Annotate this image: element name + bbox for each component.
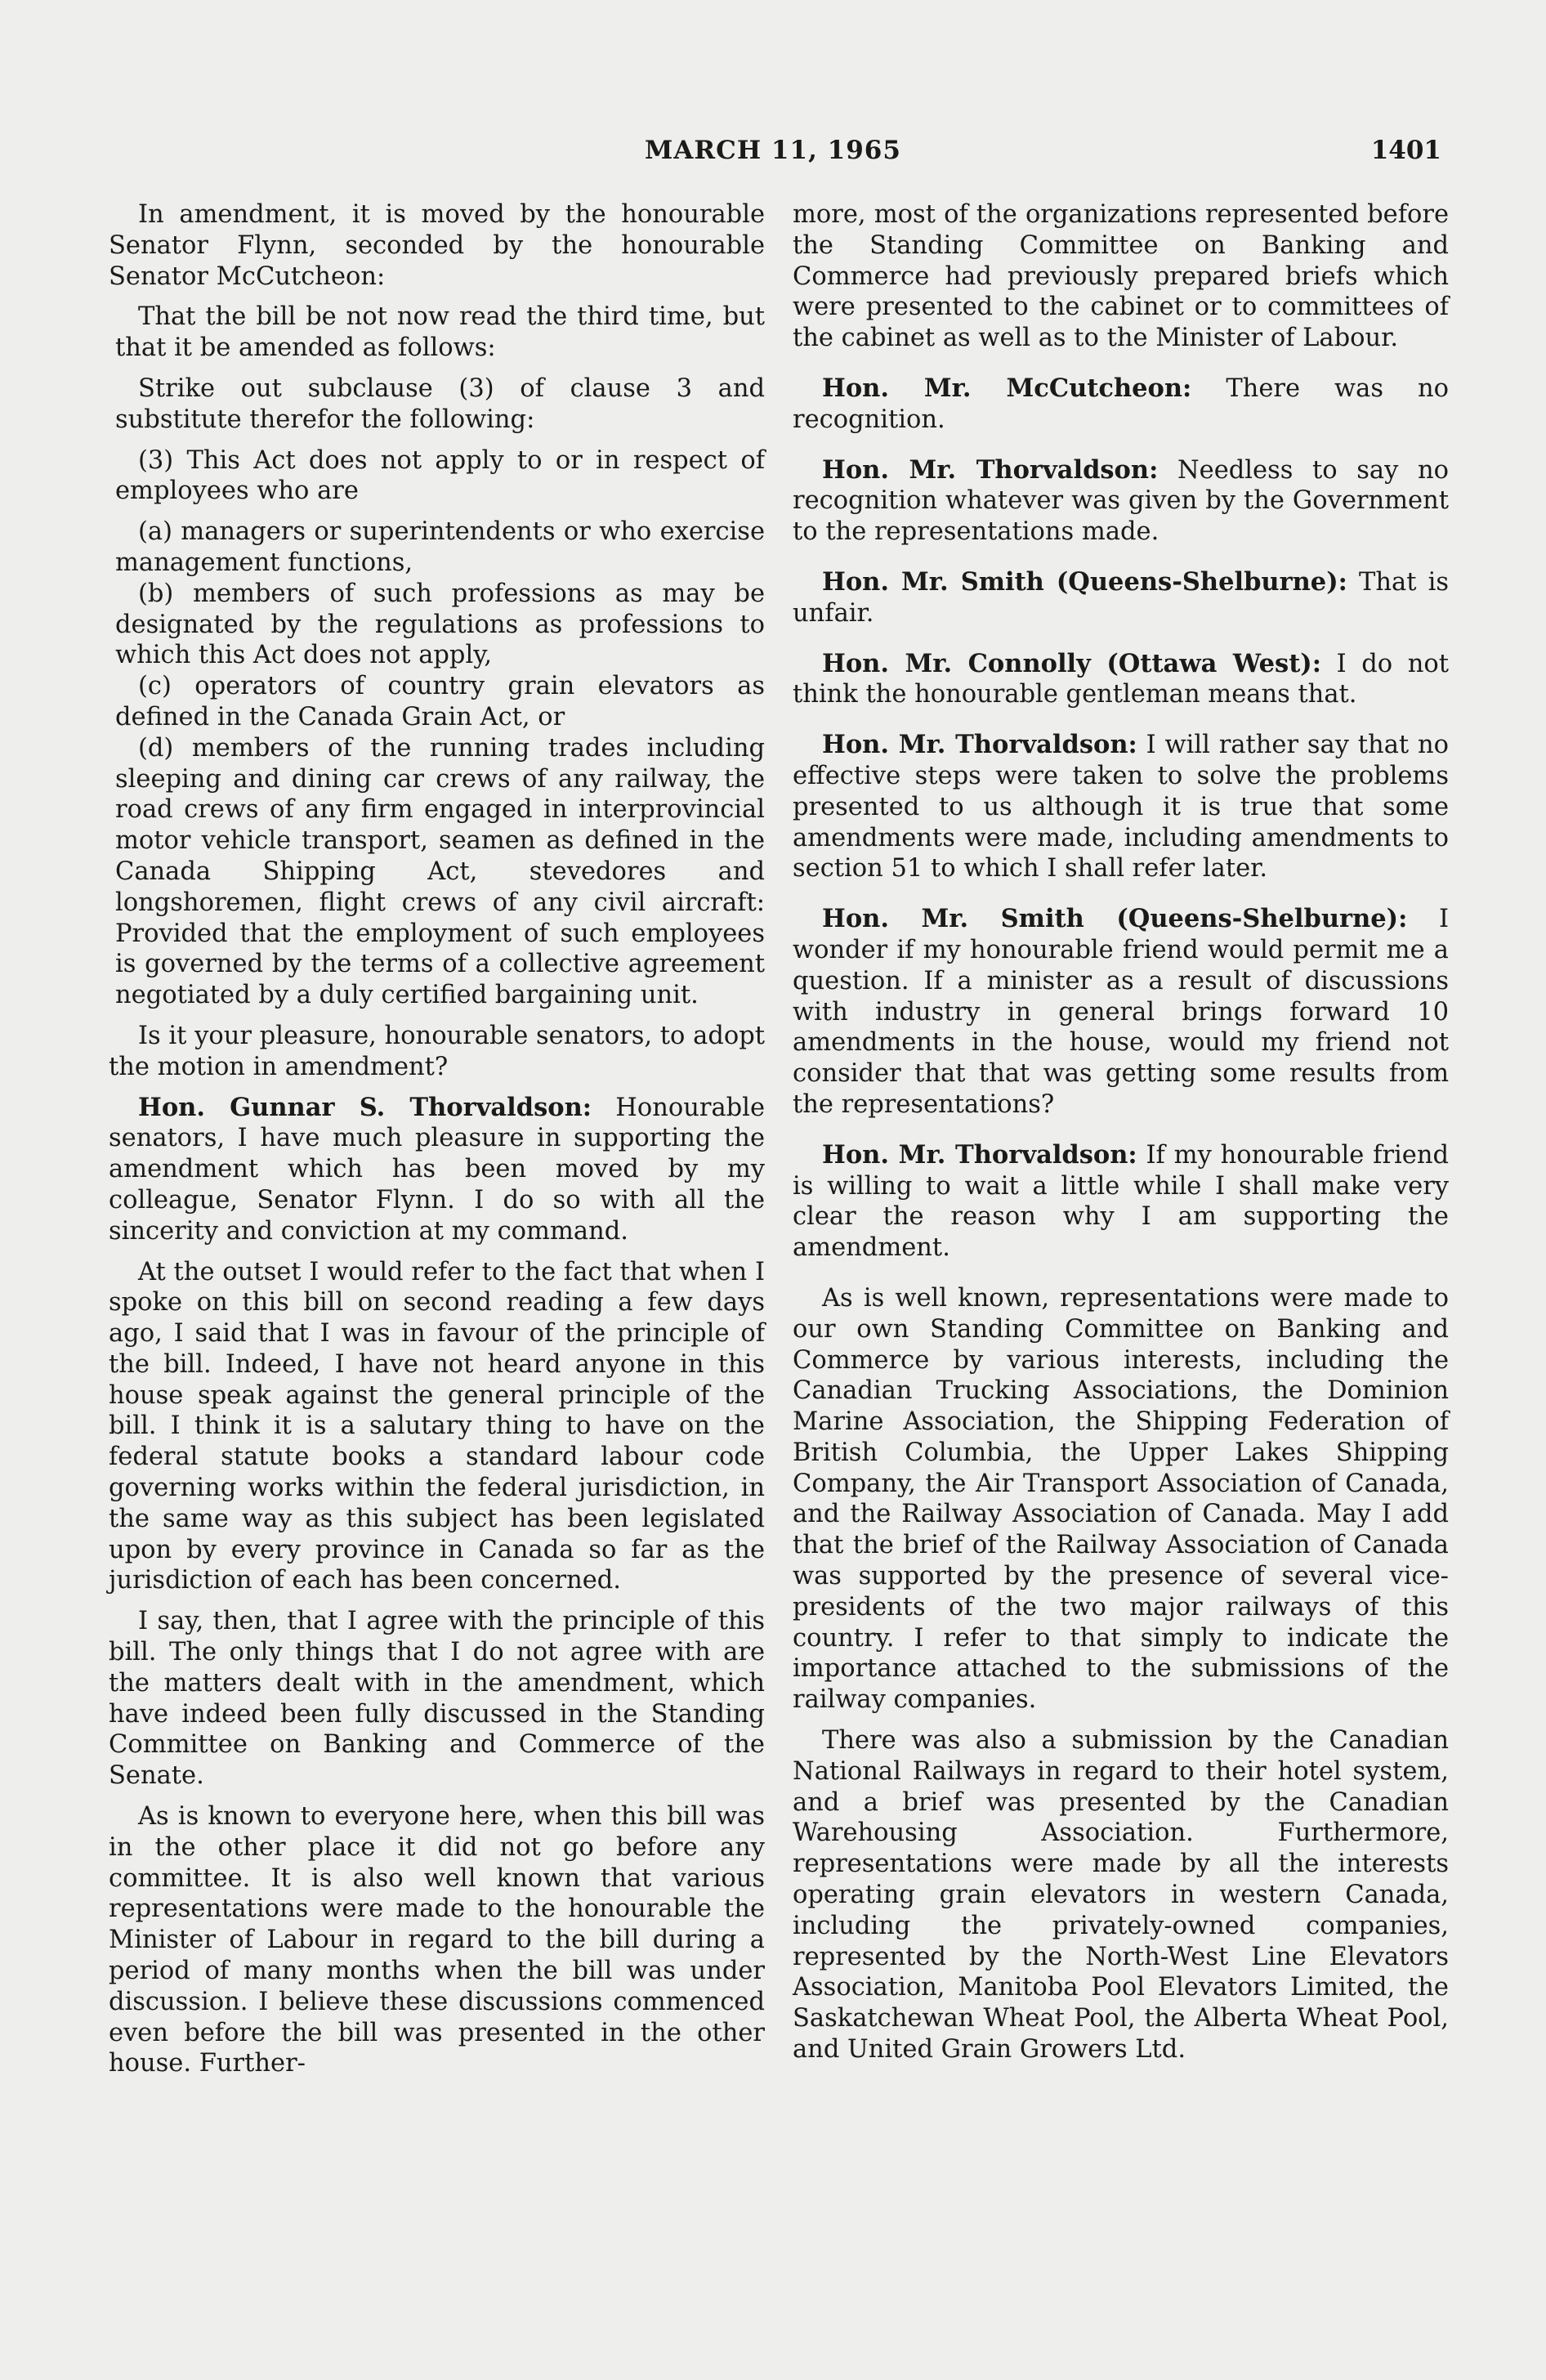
speaker-name: Hon. Gunnar S. Thorvaldson: — [138, 1092, 592, 1122]
speaker-name: Hon. Mr. Smith (Queens-Shelburne): — [822, 566, 1347, 597]
speech-smith-2 — [793, 904, 1449, 1121]
subclause-item-d: (d) members of the running trades including sleeping and dining car crews of any railway, the road crews of any firm engaged in interprovincial motor vehicle transport, seamen as defined in the Canada Shipping Act, stevedores and longshoremen, flight crews of any civil aircraft: Provided that the employment of such employees is governed by the terms of a collective agreement negotiated by a duly certified bargaining unit. — [115, 733, 765, 1010]
speech-text: I wonder if my honourable friend would permit me a question. If a minister as a result of discussions with industry in general brings forward 10 amendments in the house, would my friend not consider that that was getting some results from the representations? — [793, 905, 1449, 1119]
header-date: MARCH 11, 1965 — [645, 136, 901, 165]
motion-quote: That the bill be not now read the third time, but that it be amended as follows: — [115, 302, 765, 363]
speech-text: I will rather say that no effective steps were taken to solve the problems presented to us although it is true that some amendments were made, including amendments to section 51 to which I shall refer later. — [793, 731, 1449, 884]
paragraph-continued: more, most of the organizations represented before the Standing Committee on Banking and Commerce had previously prepared briefs which were presented to the cabinet or to committees of the cabinet as well as to the Minister of Labour. — [793, 200, 1449, 353]
motion-question: Is it your pleasure, honourable senators, to adopt the motion in amendment? — [109, 1021, 765, 1081]
page-number: 1401 — [1370, 136, 1441, 165]
speech-text: If my honourable friend is willing to wait a little while I shall make very clear the reason why I am supporting the amendment. — [793, 1140, 1449, 1263]
speech-mccutcheon — [793, 374, 1449, 436]
speaker-name: Hon. Mr. McCutcheon: — [822, 373, 1192, 403]
speaker-name: Hon. Mr. Connolly (Ottawa West): — [822, 648, 1321, 678]
subclause-item-c: (c) operators of country grain elevators as defined in the Canada Grain Act, or — [115, 672, 765, 731]
subclause-item-b: (b) members of such professions as may be designated by the regulations as professions to which this Act does not apply, — [115, 579, 765, 670]
speech-smith-1 — [793, 567, 1449, 629]
speech-text: I do not think the honourable gentleman means that. — [793, 649, 1449, 709]
speech-thorvaldson-4 — [793, 1140, 1449, 1264]
speech-text: That is unfair. — [793, 567, 1449, 628]
paragraph: As is known to everyone here, when this bill was in the other place it did not go before any committee. It is also well known that various representations were made to the honourable the Minister of Labour in regard to the bill during a period of many months when the bill was under discussion. I believe these discussions commenced even before the bill was presented in the other house. Further- — [109, 1802, 765, 2078]
subclause-item-a: (a) managers or superintendents or who exercise management functions, — [115, 517, 765, 577]
paragraph: There was also a submission by the Canadian National Railways in regard to their hotel system, and a brief was presented by the Canadian Warehousing Association. Furthermore, representations were made by all the interests operating grain elevators in western Canada, including the privately-owned companies, represented by the North-West Line Elevators Association, Manitoba Pool Elevators Limited, the Saskatchewan Wheat Pool, the Alberta Wheat Pool, and United Grain Growers Ltd. — [793, 1726, 1449, 2065]
speech-text: There was no recognition. — [793, 374, 1450, 434]
speaker-name: Hon. Mr. Thorvaldson: — [822, 1139, 1137, 1170]
speech-text: Needless to say no recognition whatever was given by the Government to the representations made. — [793, 455, 1449, 547]
right-column — [793, 199, 1449, 2075]
speaker-name: Hon. Mr. Smith (Queens-Shelburne): — [822, 904, 1408, 934]
speech-connolly — [793, 649, 1449, 711]
motion-instruction: Strike out subclause (3) of clause 3 and substitute therefor the following: — [115, 374, 765, 434]
speech-text: Honourable senators, I have much pleasure in supporting the amendment which has been moved by my colleague, Senator Flynn. I do so with all the sincerity and conviction at my command. — [109, 1093, 765, 1246]
speech-thorvaldson-1 — [109, 1093, 765, 1247]
paragraph: As is well known, representations were made to our own Standing Committee on Banking and Commerce by various interests, including the Canadian Trucking Associations, the Dominion Marine Association, the Shipping Federation of British Columbia, the Upper Lakes Shipping Company, the Air Transport Association of Canada, and the Railway Association of Canada. May I add that the brief of the Railway Association of Canada was supported by the presence of several vice-presidents of the two major railways of this country. I refer to that simply to indicate the importance attached to the submissions of the railway companies. — [793, 1283, 1449, 1715]
speech-thorvaldson-3 — [793, 730, 1449, 884]
subclause-text: (3) This Act does not apply to or in respect of employees who are — [115, 445, 765, 506]
speech-thorvaldson-2 — [793, 455, 1449, 548]
paragraph: I say, then, that I agree with the principle of this bill. The only things that I do not agree with are the matters dealt with in the amendment, which have indeed been fully discussed in the Standing Committee on Banking and Commerce of the Senate. — [109, 1607, 765, 1791]
speaker-name: Hon. Mr. Thorvaldson: — [822, 730, 1137, 760]
speaker-name: Hon. Mr. Thorvaldson: — [822, 454, 1159, 485]
page-header — [0, 136, 1546, 172]
paragraph: At the outset I would refer to the fact that when I spoke on this bill on second reading a few days ago, I said that I was in favour of the principle of the bill. Indeed, I have not heard anyone in this house speak against the general principle of the bill. I think it is a salutary thing to have on the federal statute books a standard labour code governing works within the federal jurisdiction, in the same way as this subject has been legislated upon by every province in Canada so far as the jurisdiction of each has been concerned. — [109, 1257, 765, 1595]
left-column — [109, 199, 765, 2089]
motion-intro: In amendment, it is moved by the honourable Senator Flynn, seconded by the honourable Senator McCutcheon: — [109, 200, 765, 291]
